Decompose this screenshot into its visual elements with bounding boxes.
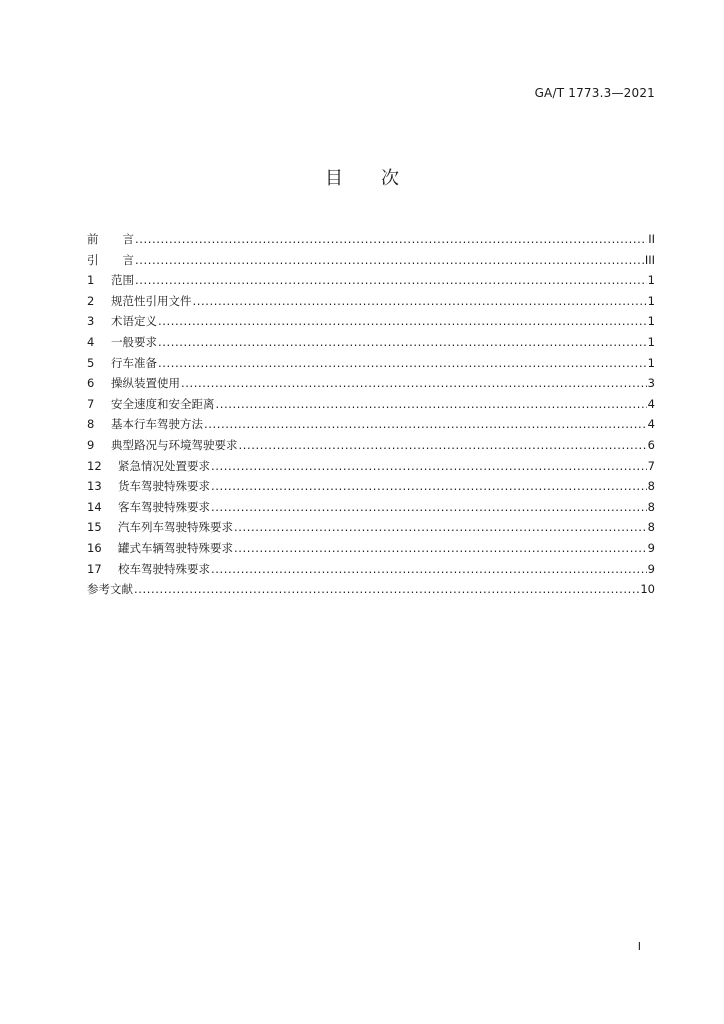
toc-entry-label: 校车驾驶特殊要求 [118, 561, 210, 576]
toc-entry-label: 范围 [111, 273, 134, 288]
toc-leader-dots [134, 579, 639, 600]
toc-entry-number: 2 [87, 293, 95, 308]
standard-code: GA/T 1773.3—2021 [534, 86, 655, 100]
toc-entry-number: 5 [87, 355, 95, 370]
toc-entry-page: 3 [647, 376, 655, 391]
toc-entry-label: 规范性引用文件 [111, 293, 192, 308]
toc-entry-number: 1 [87, 273, 95, 288]
toc-entry-page: 8 [647, 479, 655, 494]
toc-entry-number: 14 [87, 499, 102, 514]
toc-entry-page: 9 [647, 540, 655, 555]
toc-leader-dots [181, 373, 647, 394]
toc-entry-page: 8 [647, 499, 655, 514]
table-of-contents [87, 229, 655, 600]
toc-entry-label: 前 言 [87, 232, 134, 246]
toc-entry-15[interactable] [87, 517, 655, 538]
toc-entry-14[interactable] [87, 497, 655, 518]
toc-leader-dots [158, 353, 647, 374]
toc-leader-dots [211, 476, 647, 497]
toc-entry-17[interactable] [87, 559, 655, 580]
toc-entry-label: 安全速度和安全距离 [111, 396, 215, 411]
toc-entry-8[interactable] [87, 414, 655, 435]
toc-entry-page: 8 [647, 520, 655, 535]
toc-entry-12[interactable] [87, 456, 655, 477]
toc-entry-page: II [648, 232, 655, 246]
toc-entry-number: 4 [87, 334, 95, 349]
toc-entry-page: 9 [647, 561, 655, 576]
toc-entry-label: 货车驾驶特殊要求 [118, 479, 210, 494]
toc-leader-dots [158, 311, 647, 332]
toc-entry-number: 6 [87, 376, 95, 391]
toc-entry-7[interactable] [87, 394, 655, 415]
toc-entry-number: 3 [87, 314, 95, 329]
toc-entry-number: 12 [87, 458, 102, 473]
toc-entry-5[interactable] [87, 353, 655, 374]
toc-entry-number: 15 [87, 520, 102, 535]
toc-title [0, 164, 724, 190]
toc-entry-3[interactable] [87, 311, 655, 332]
toc-entry-label: 紧急情况处置要求 [118, 458, 210, 473]
toc-leader-dots [204, 414, 647, 435]
toc-leader-dots [234, 517, 647, 538]
toc-entry-bibliography[interactable] [87, 579, 655, 600]
toc-entry-label: 引 言 [87, 252, 134, 267]
toc-entry-page: 1 [647, 273, 655, 288]
toc-entry-label: 术语定义 [111, 314, 157, 329]
toc-entry-number: 16 [87, 540, 102, 555]
toc-entry-page: 6 [647, 437, 655, 452]
toc-entry-16[interactable] [87, 538, 655, 559]
toc-entry-label: 客车驾驶特殊要求 [118, 499, 210, 514]
toc-leader-dots [234, 538, 647, 559]
toc-entry-number: 7 [87, 396, 95, 411]
toc-entry-label: 操纵装置使用 [111, 376, 180, 391]
toc-entry-page: 1 [647, 293, 655, 308]
toc-entry-13[interactable] [87, 476, 655, 497]
toc-title-char-2: 次 [381, 168, 399, 189]
toc-entry-9[interactable] [87, 435, 655, 456]
toc-entry-number: 17 [87, 561, 102, 576]
toc-leader-dots [158, 332, 647, 353]
toc-entry-foreword[interactable] [87, 229, 655, 250]
toc-entry-page: 10 [640, 582, 655, 597]
toc-entry-page: 4 [647, 396, 655, 411]
toc-entry-page: III [644, 252, 655, 267]
toc-entry-label: 汽车列车驾驶特殊要求 [118, 520, 233, 535]
page-number: I [637, 940, 641, 953]
toc-entry-number: 13 [87, 479, 102, 494]
toc-entry-page: 7 [647, 458, 655, 473]
toc-entry-label: 罐式车辆驾驶特殊要求 [118, 540, 233, 555]
toc-entry-label: 基本行车驾驶方法 [111, 417, 203, 432]
toc-leader-dots [211, 497, 647, 518]
toc-entry-page: 1 [647, 334, 655, 349]
toc-leader-dots [211, 559, 647, 580]
toc-entry-label: 典型路况与环境驾驶要求 [111, 437, 238, 452]
toc-leader-dots [211, 456, 647, 477]
toc-entry-label: 参考文献 [87, 582, 133, 597]
toc-entry-page: 1 [647, 314, 655, 329]
toc-leader-dots [135, 270, 647, 291]
toc-leader-dots [135, 250, 644, 271]
toc-entry-page: 4 [647, 417, 655, 432]
toc-leader-dots [135, 229, 647, 250]
toc-leader-dots [216, 394, 647, 415]
toc-entry-2[interactable] [87, 291, 655, 312]
toc-leader-dots [239, 435, 647, 456]
toc-leader-dots [193, 291, 647, 312]
toc-entry-1[interactable] [87, 270, 655, 291]
toc-entry-page: 1 [647, 355, 655, 370]
toc-entry-number: 8 [87, 417, 95, 432]
toc-entry-4[interactable] [87, 332, 655, 353]
toc-entry-number: 9 [87, 437, 95, 452]
toc-entry-label: 一般要求 [111, 334, 157, 349]
toc-entry-introduction[interactable] [87, 250, 655, 271]
toc-entry-6[interactable] [87, 373, 655, 394]
toc-entry-label: 行车准备 [111, 355, 157, 370]
toc-title-char-1: 目 [325, 168, 343, 189]
